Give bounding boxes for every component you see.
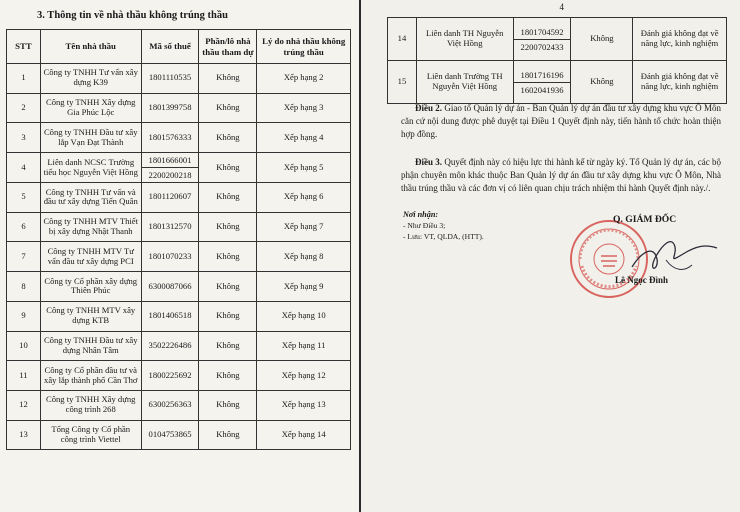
tax-code: 1801666001 (142, 153, 199, 168)
left-page (0, 0, 359, 512)
recipient-item: - Lưu: VT, QLDA, (HTT). (403, 232, 484, 241)
tax-code: 2200200218 (148, 170, 192, 181)
recipients-heading: Nơi nhận: (403, 210, 439, 219)
cell-stt: 9 (7, 301, 41, 331)
article-3 (401, 156, 721, 195)
tax-code: 1602041936 (520, 84, 564, 95)
cell-reason: Xếp hạng 7 (257, 212, 351, 242)
unsuccessful-bidders-table (6, 29, 351, 450)
cell-reason: Xếp hạng 2 (257, 64, 351, 94)
cell-bidder-name: Công ty TNHH MTV xây dựng KTB (40, 301, 141, 331)
cell-lot: Không (199, 93, 257, 123)
cell-reason: Đánh giá không đạt về năng lực, kinh nghiệm (633, 18, 727, 61)
cell-tax-code (513, 18, 571, 61)
cell-reason: Xếp hạng 4 (257, 123, 351, 153)
table-row (7, 242, 351, 272)
cell-bidder-name: Liên danh NCSC Trường tiểu học Nguyễn Việt Hồng (40, 153, 141, 183)
cell-lot: Không (199, 420, 257, 450)
cell-reason: Xếp hạng 12 (257, 361, 351, 391)
cell-tax-code: 1801312570 (141, 212, 199, 242)
cell-stt: 1 (7, 64, 41, 94)
header-stt: STT (7, 30, 41, 64)
continued-bidders-table (387, 17, 727, 104)
cell-stt: 4 (7, 153, 41, 183)
cell-bidder-name: Công ty TNHH Đầu tư xây dựng Nhân Tâm (40, 331, 141, 361)
cell-stt: 5 (7, 183, 41, 213)
header-lot: Phần/lô nhà thầu tham dự (199, 30, 257, 64)
cell-reason: Xếp hạng 10 (257, 301, 351, 331)
cell-reason: Xếp hạng 3 (257, 93, 351, 123)
cell-bidder-name: Công ty TNHH Xây dựng công trình 268 (40, 390, 141, 420)
cell-lot: Không (199, 123, 257, 153)
cell-lot: Không (199, 64, 257, 94)
page-number: 4 (559, 2, 564, 12)
signer-title: Q. GIÁM ĐỐC (613, 214, 677, 225)
cell-tax-code: 1800225692 (141, 361, 199, 391)
header-tax: Mã số thuế (141, 30, 199, 64)
cell-tax-code: 6300087066 (141, 272, 199, 302)
table-row (7, 361, 351, 391)
article-2-text: Giao tổ Quản lý dự án - Ban Quản lý dự án đầu tư xây dựng khu vực Ô Môn căn cứ nội dung được phê duyệt tại Điều 1 Quyết định này, tiến hành tổ chức hoàn thiện hợp đồng. (401, 103, 721, 139)
tax-code: 2200702433 (520, 41, 564, 52)
cell-reason: Xếp hạng 8 (257, 242, 351, 272)
cell-lot: Không (199, 272, 257, 302)
recipients-block (403, 209, 484, 242)
cell-reason: Đánh giá không đạt về năng lực, kinh nghiệm (633, 61, 727, 104)
table-row (7, 64, 351, 94)
recipient-item: - Như Điều 3; (403, 221, 446, 230)
cell-lot: Không (199, 331, 257, 361)
table-row (7, 331, 351, 361)
table-row (7, 390, 351, 420)
cell-tax-code: 1801120607 (141, 183, 199, 213)
cell-lot: Không (571, 61, 633, 104)
cell-bidder-name: Liên danh TH Nguyễn Việt Hồng (416, 18, 513, 61)
right-page (361, 0, 740, 512)
article-2 (401, 102, 721, 141)
cell-lot: Không (199, 212, 257, 242)
cell-stt: 12 (7, 390, 41, 420)
cell-lot: Không (199, 361, 257, 391)
cell-stt: 15 (388, 61, 417, 104)
cell-tax-code: 1801110535 (141, 64, 199, 94)
table-row (7, 301, 351, 331)
cell-bidder-name: Công ty TNHH Tư vấn xây dựng K39 (40, 64, 141, 94)
cell-stt: 6 (7, 212, 41, 242)
article-2-label: Điều 2. (415, 103, 443, 113)
cell-stt: 14 (388, 18, 417, 61)
header-reason: Lý do nhà thầu không trúng thầu (257, 30, 351, 64)
table-row (388, 18, 727, 61)
cell-tax-code: 0104753865 (141, 420, 199, 450)
article-3-text: Quyết định này có hiệu lực thi hành kể từ ngày ký. Tổ Quản lý dự án, các bộ phận chuyên môn khác thuộc Ban Quản lý dự án đầu tư xây dựng khu vực Ô Môn, Nhà thầu trúng thầu và các đơn vị có liên quan chịu trách nhiệm thi hành Quyết định này./. (401, 157, 722, 193)
cell-reason: Xếp hạng 13 (257, 390, 351, 420)
table-row (7, 212, 351, 242)
cell-bidder-name: Công ty Cổ phần xây dựng Thiên Phúc (40, 272, 141, 302)
cell-stt: 7 (7, 242, 41, 272)
cell-stt: 10 (7, 331, 41, 361)
handwritten-signature (626, 225, 721, 280)
table-row (7, 183, 351, 213)
header-name: Tên nhà thầu (40, 30, 141, 64)
cell-stt: 3 (7, 123, 41, 153)
cell-bidder-name: Công ty TNHH Tư vấn và đầu tư xây dựng Tiến Quân (40, 183, 141, 213)
table-row (7, 153, 351, 183)
cell-bidder-name: Công ty TNHH Đầu tư xây lắp Vạn Đạt Thành (40, 123, 141, 153)
cell-reason: Xếp hạng 14 (257, 420, 351, 450)
section-title: 3. Thông tin về nhà thầu không trúng thầu (37, 10, 228, 21)
table-row (7, 123, 351, 153)
table-row (7, 93, 351, 123)
cell-tax-code (141, 153, 199, 183)
cell-bidder-name: Công ty TNHH MTV Thiết bị xây dựng Nhật Thanh (40, 212, 141, 242)
cell-lot: Không (199, 301, 257, 331)
cell-tax-code: 1801399758 (141, 93, 199, 123)
cell-stt: 11 (7, 361, 41, 391)
cell-bidder-name: Liên danh Trường TH Nguyễn Việt Hồng (416, 61, 513, 104)
cell-lot: Không (199, 242, 257, 272)
cell-bidder-name: Công ty TNHH MTV Tư vấn đầu tư xây dựng PCI (40, 242, 141, 272)
cell-bidder-name: Công ty Cổ phần đầu tư và xây lắp thành phố Cần Thơ (40, 361, 141, 391)
table-row (7, 420, 351, 450)
cell-reason: Xếp hạng 9 (257, 272, 351, 302)
cell-tax-code: 1801406518 (141, 301, 199, 331)
cell-stt: 2 (7, 93, 41, 123)
cell-reason: Xếp hạng 11 (257, 331, 351, 361)
tax-code: 1801704592 (514, 25, 571, 40)
cell-stt: 8 (7, 272, 41, 302)
cell-bidder-name: Công ty TNHH Xây dựng Gia Phúc Lộc (40, 93, 141, 123)
cell-reason: Xếp hạng 5 (257, 153, 351, 183)
table-row (7, 272, 351, 302)
cell-lot: Không (199, 390, 257, 420)
table-header-row (7, 30, 351, 64)
cell-tax-code: 6300256363 (141, 390, 199, 420)
table-row (388, 61, 727, 104)
cell-bidder-name: Tổng Công ty Cổ phần công trình Viettel (40, 420, 141, 450)
cell-tax-code: 1801070233 (141, 242, 199, 272)
cell-stt: 13 (7, 420, 41, 450)
signer-name: Lê Ngọc Đình (615, 275, 669, 285)
cell-tax-code: 1801576333 (141, 123, 199, 153)
cell-lot: Không (199, 153, 257, 183)
tax-code: 1801716196 (514, 68, 571, 83)
cell-lot: Không (199, 183, 257, 213)
cell-lot: Không (571, 18, 633, 61)
cell-tax-code: 3502226486 (141, 331, 199, 361)
cell-tax-code (513, 61, 571, 104)
cell-reason: Xếp hạng 6 (257, 183, 351, 213)
article-3-label: Điều 3. (415, 157, 443, 167)
